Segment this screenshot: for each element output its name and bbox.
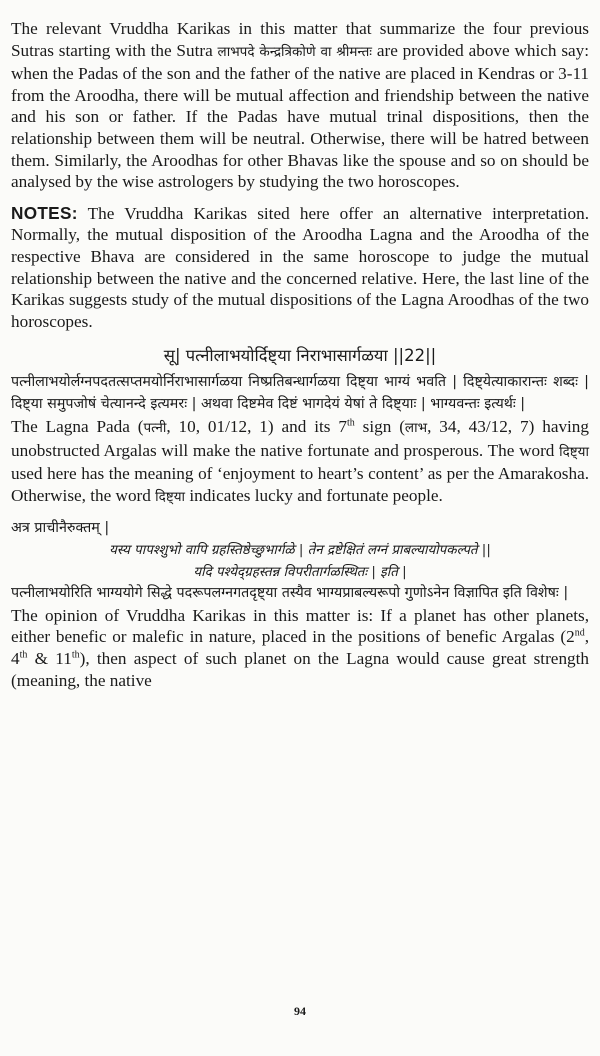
paragraph-lagna-pada — [11, 416, 589, 508]
para2-text-1: The Lagna Pada ( — [11, 416, 144, 436]
para2-text-3: sign ( — [354, 416, 405, 436]
superscript-nd: nd — [574, 627, 585, 639]
para2-text-5: used here has the meaning of ‘enjoyment to heart’s content’ as per the Amarakosha. Otherwise, the word — [11, 464, 589, 505]
para3-text-3: & 11 — [27, 649, 72, 669]
para1-text-b: are provided above which say: when the Padas of the son and the father of the native are placed in Kendras or 3-11 from the Aroodha, there will be mutual affection and friendship between the native and his son or father. If the Padas have mutual trinal dispositions, then the relationship between them will be neutral. Otherwise, there will be hatred between them. Similarly, the Aroodhas for other Bhavas like the spouse and so on should be analysed by the wise astrologers by studying the two horoscopes. — [11, 40, 590, 192]
para3-text-2: , 4 — [11, 627, 589, 669]
sanskrit-patni: पत्नी — [143, 419, 167, 436]
sanskrit-dishtya: दिष्ट्या — [559, 443, 589, 460]
notes-label: NOTES: — [11, 202, 78, 223]
superscript-th-2: th — [19, 649, 28, 661]
sanskrit-commentary-2: पत्नीलाभयोरिति भाग्ययोगे सिद्धे पदरूपलग्नगतदृष्ट्या तस्यैव भाग्यप्राबल्यरूपो गुणोऽनेन विज्ञापित इति विशेषः | — [11, 585, 569, 602]
para3-text-1: The opinion of Vruddha Karikas in this matter is: If a planet has other planets, either benefic or malefic in nature, placed in the positions of benefic Argalas (2 — [11, 605, 589, 647]
sanskrit-commentary-1: पत्नीलाभयोर्लग्नपदतत्सप्तमयोर्निराभासार्गळया निष्प्रतिबन्धार्गळया दिष्ट्या भाग्यं भवति | दिष्ट्येत्याकारान्तः शब्दः | दिष्ट्या समुपजोषं चेत्यानन्दे इत्यमरः | अथवा दिष्टमेव दिष्टं भागदेयं येषां ते दिष्ट्याः | भाग्यवन्तः इत्यर्थः | — [11, 374, 589, 413]
superscript-th-3: th — [71, 649, 80, 661]
paragraph-vruddha-karikas — [11, 18, 589, 193]
paragraph-vruddha-opinion — [11, 605, 589, 691]
notes-text: The Vruddha Karikas sited here offer an alternative interpretation. Normally, the mutual disposition of the Aroodha Lagna and the Aroodha of the respective Bhava are considered in the same horoscope to judge the mutual relationship between the native and the concerned relative. Here, the last line of the Karikas suggests study of the mutual dispositions of the Lagna Aroodhas of the two horoscopes. — [11, 203, 589, 331]
superscript-th: th — [346, 417, 355, 429]
page-number: 94 — [294, 1004, 306, 1018]
para2-text-2: , 10, 01/12, 1) and its 7 — [166, 416, 347, 436]
verse-line-1: यस्य पापश्शुभो वापि ग्रहस्तिष्ठेच्छुभार्गळे | तेन द्रष्टेक्षितं लग्नं प्राबल्यायोपकल्पते || — [109, 543, 491, 559]
sanskrit-labha: लाभ — [404, 419, 428, 436]
sanskrit-dishtya-2: दिष्ट्या — [155, 488, 186, 505]
para3-text-4: ), then aspect of such planet on the Lagna would cause great strength (meaning, the native — [11, 649, 589, 690]
para1-text-a: The relevant Vruddha Karikas in this matter that summarize the four previous Sutras starting with the Sutra — [11, 19, 589, 60]
para2-text-6: indicates lucky and fortunate people. — [185, 485, 443, 505]
atra-heading: अत्र प्राचीनैरुक्तम् | — [11, 520, 110, 537]
verse-line-2: यदि पश्येद्ग्रहस्तन्न विपरीतार्गळस्थितः | इति | — [193, 564, 407, 580]
sutra-heading: सू| पत्नीलाभयोर्दिष्ट्या निराभासार्गळया ||22|| — [163, 346, 437, 366]
para2-text-4: , 34, 43/12, 7) having unobstructed Argalas will make the native fortunate and prosperous. The word — [11, 416, 589, 460]
notes-paragraph — [11, 203, 589, 333]
sutra-inline-sanskrit: लाभपदे केन्द्रत्रिकोणे वा श्रीमन्तः — [217, 43, 373, 60]
